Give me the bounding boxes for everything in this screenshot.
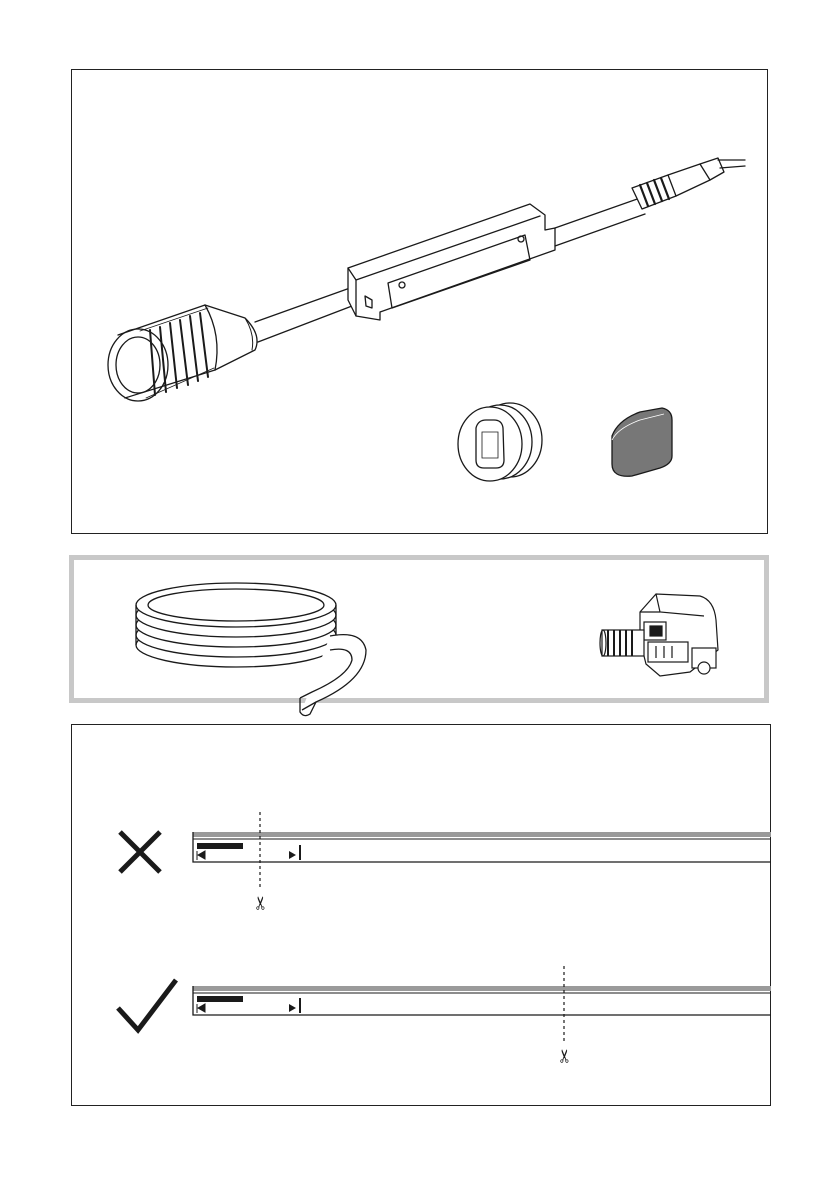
check-icon xyxy=(118,980,176,1030)
cross-icon xyxy=(120,832,160,872)
scissors-icon: ✂ xyxy=(251,895,272,911)
scissors-icon: ✂ xyxy=(555,1048,576,1064)
led-strip-wrong xyxy=(193,832,771,862)
led-strip-correct xyxy=(193,986,771,1015)
